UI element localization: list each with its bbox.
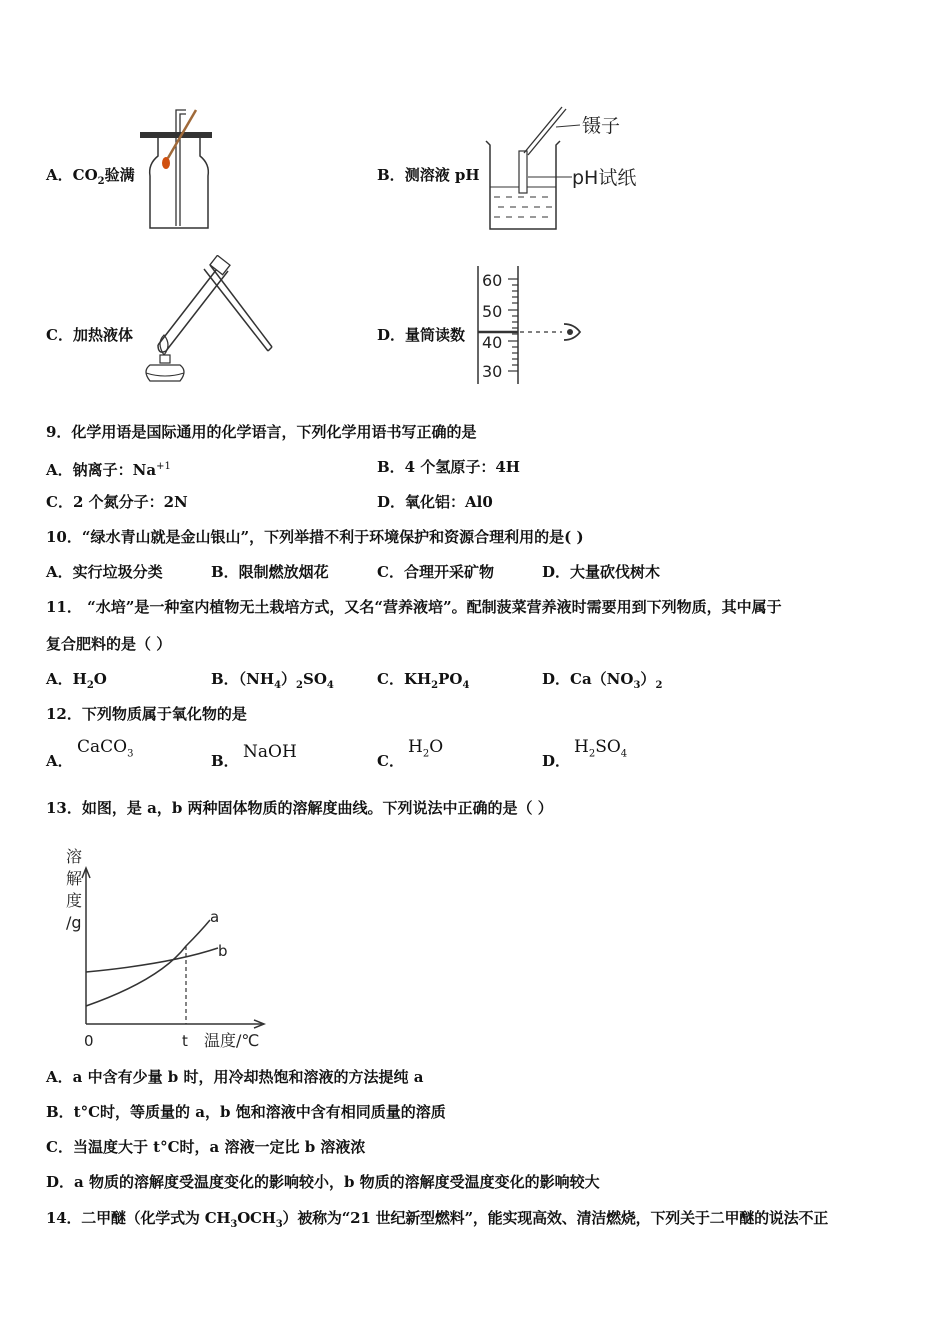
label-a: a <box>210 908 220 926</box>
q8-option-b: B．测溶液 pH <box>377 166 480 184</box>
ylabel-3: 度 <box>66 891 83 910</box>
q11-stem-line1: 11． “水培”是一种室内植物无土栽培方式，又名“营养液培”。配制菠菜营养液时需要用到下列物质，其中属于 <box>46 598 782 616</box>
q11-stem-line2: 复合肥料的是（ ） <box>46 635 172 653</box>
q12-stem: 12．下列物质属于氧化物的是 <box>46 705 247 723</box>
q8-option-d: D．量筒读数 <box>377 326 466 344</box>
q12-option-a-formula: CaCO$_3$ <box>77 737 134 760</box>
cylinder-reading-figure <box>474 262 589 387</box>
q11-option-b: B．$(NH_4)_2SO_4$ <box>211 670 334 691</box>
q11-option-a: A．$H_2O$ <box>46 670 107 691</box>
tick-60: 60 <box>482 271 503 290</box>
q9-stem: 9．化学用语是国际通用的化学语言，下列化学用语书写正确的是 <box>46 423 477 441</box>
q9-option-c: C．2 个氮分子：2N <box>46 493 188 511</box>
solubility-curve-figure <box>60 840 275 1055</box>
tick-40: 40 <box>482 333 503 352</box>
q9-option-d: D．氧化铝：Al0 <box>377 493 493 511</box>
q12-option-b-label: B． <box>211 752 239 770</box>
q9-option-a: A．钠离子：$Na^{+1}$ <box>46 461 171 479</box>
origin-label: 0 <box>84 1032 94 1050</box>
ylabel-2: 解 <box>66 869 83 888</box>
q13-option-c: C．当温度大于 t°C时，a 溶液一定比 b 溶液浓 <box>46 1138 366 1156</box>
ylabel-1: 溶 <box>66 847 83 866</box>
ylabel-4: /g <box>66 913 82 932</box>
q10-stem: 10．“绿水青山就是金山银山”，下列举措不利于环境保护和资源合理利用的是( ) <box>46 528 584 546</box>
tweezers-label: 镊子 <box>582 115 621 137</box>
curve-b <box>86 948 218 972</box>
co2-test-figure <box>138 108 218 233</box>
q11-option-d: D．$Ca(NO_3)_2$ <box>542 670 663 691</box>
q12-option-b-formula: NaOH <box>243 742 297 762</box>
q10-option-a: A．实行垃圾分类 <box>46 563 163 581</box>
ph-test-figure <box>480 105 640 235</box>
q9-option-b: B．4 个氢原子：4H <box>377 458 520 476</box>
ph-paper-label: pH试纸 <box>572 167 637 189</box>
q13-option-a: A．a 中含有少量 b 时，用冷却热饱和溶液的方法提纯 a <box>46 1068 424 1086</box>
q12-option-a-label: A． <box>46 752 73 770</box>
t-label: t <box>182 1032 188 1050</box>
q11-option-c: C．$KH_2PO_4$ <box>377 670 470 691</box>
q12-option-c-formula: $H_2O$ <box>408 737 444 760</box>
q12-option-c-label: C． <box>377 752 404 770</box>
q12-option-d-label: D． <box>542 752 571 770</box>
label-b: b <box>218 942 228 960</box>
q10-option-b: B．限制燃放烟花 <box>211 563 329 581</box>
q13-option-b: B．t°C时，等质量的 a，b 饱和溶液中含有相同质量的溶质 <box>46 1103 446 1121</box>
q14-stem: 14．二甲醚（化学式为 $CH_3OCH_3$）被称为“21 世纪新型燃料”，能实现高效、清洁燃烧，下列关于二甲醚的说法不正 <box>46 1209 829 1230</box>
q8-option-c: C．加热液体 <box>46 326 133 344</box>
xlabel: 温度/℃ <box>204 1031 260 1050</box>
q10-option-d: D．大量砍伐树木 <box>542 563 661 581</box>
q13-option-d: D．a 物质的溶解度受温度变化的影响较小，b 物质的溶解度受温度变化的影响较大 <box>46 1173 600 1191</box>
q8-option-a: A．$CO_2$验满 <box>46 166 135 187</box>
curve-a <box>86 920 210 1006</box>
q13-stem: 13．如图，是 a，b 两种固体物质的溶解度曲线。下列说法中正确的是（ ） <box>46 799 553 817</box>
q12-option-d-formula: $H_2SO_4$ <box>574 737 628 760</box>
tick-50: 50 <box>482 302 503 321</box>
tick-30: 30 <box>482 362 503 381</box>
q10-option-c: C．合理开采矿物 <box>377 563 494 581</box>
heating-liquid-figure <box>140 255 280 390</box>
